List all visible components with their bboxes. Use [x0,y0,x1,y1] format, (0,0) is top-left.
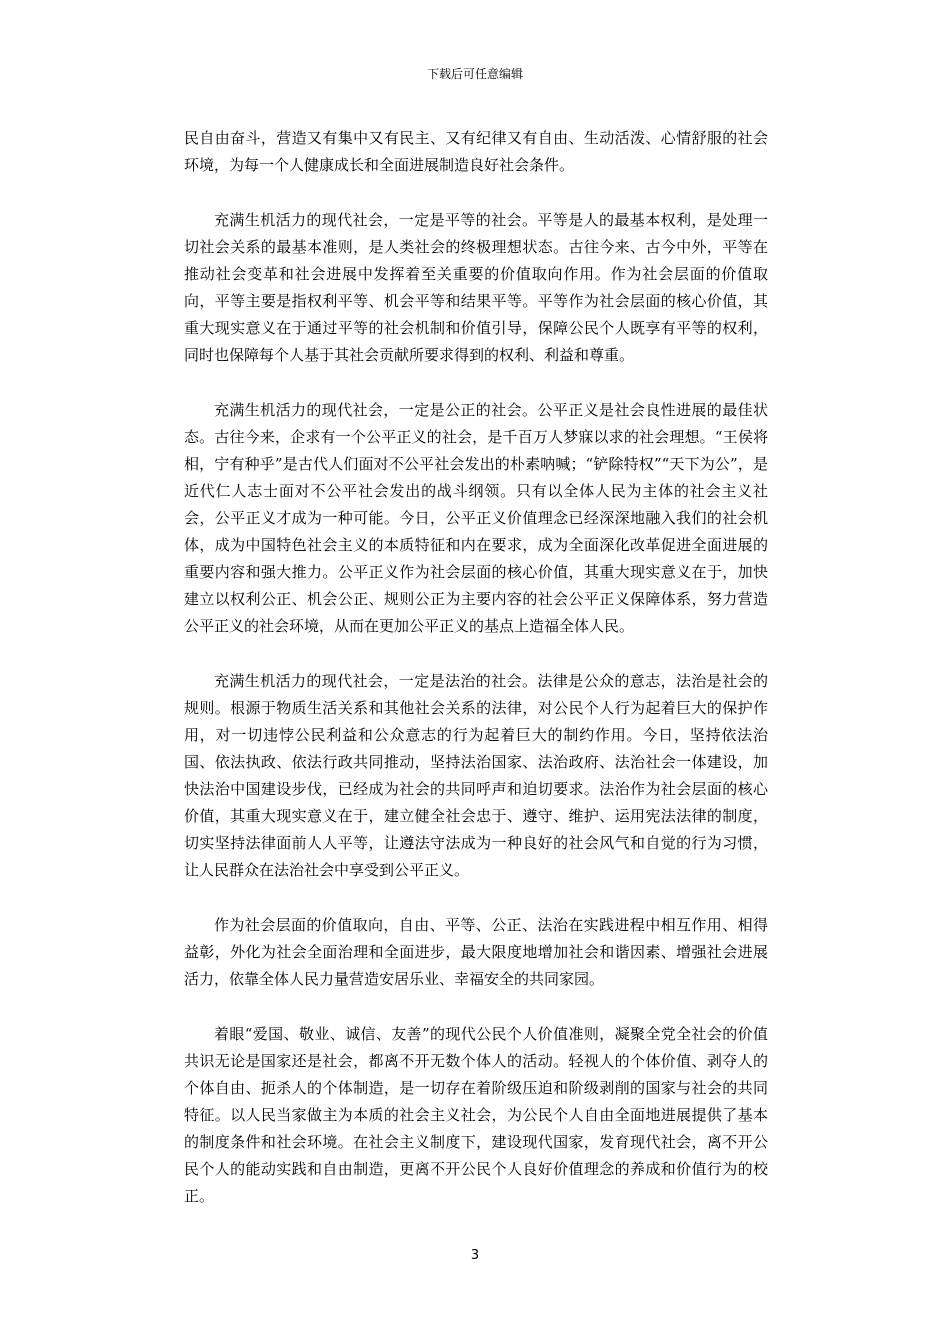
paragraph-equality: 充满生机活力的现代社会，一定是平等的社会。平等是人的最基本权利，是处理一切社会关系的最基本准则，是人类社会的终极理想状态。古往今来、古今中外，平等在推动社会变革和社会进展中发挥着至关重要的价值取向作用。作为社会层面的价值取向，平等主要是指权利平等、机会平等和结果平等。平等作为社会层面的核心价值，其重大现实意义在于通过平等的社会机制和价值引导，保障公民个人既享有平等的权利，同时也保障每个人基于其社会贡献所要求得到的权利、利益和尊重。 [184,211,768,364]
page-header: 下载后可任意编辑 [426,67,523,81]
paragraph-justice: 充满生机活力的现代社会，一定是公正的社会。公平正义是社会良性进展的最佳状态。古往今来，企求有一个公平正义的社会，是千百万人梦寐以求的社会理想。“王侯将相，宁有种乎”是古代人们面对不公平社会发出的朴素呐喊；“铲除特权”“天下为公”，是近代仁人志士面对不公平社会发出的战斗纲领。只有以全体人民为主体的社会主义社会，公平正义才成为一种可能。今日，公平正义价值理念已经深深地融入我们的社会机体，成为中国特色社会主义的本质特征和内在要求，成为全面深化改革促进全面进展的重要内容和强大推力。公平正义作为社会层面的核心价值，其重大现实意义在于，加快建立以权利公正、机会公正、规则公正为主要内容的社会公平正义保障体系，努力营造公平正义的社会环境，从而在更加公平正义的基点上造福全体人民。 [184,401,768,635]
page-number: 3 [470,1248,480,1263]
paragraph-personal-values: 着眼“爱国、敬业、诚信、友善”的现代公民个人价值准则，凝聚全党全社会的价值共识无论是国家还是社会，都离不开无数个体人的活动。轻视人的个体价值、剥夺人的个体自由、扼杀人的个体制造，是一切存在着阶级压迫和阶级剥削的国家与社会的共同特征。以人民当家做主为本质的社会主义社会，为公民个人自由全面地进展提供了基本的制度条件和社会环境。在社会主义制度下，建设现代国家，发育现代社会，离不开公民个人的能动实践和自由制造，更离不开公民个人良好价值理念的养成和价值行为的校正。 [184,1025,768,1205]
paragraph-continuation: 民自由奋斗，营造又有集中又有民主、又有纪律又有自由、生动活泼、心情舒服的社会环境，为每一个人健康成长和全面进展制造良好社会条件。 [184,129,768,174]
paragraph-social-values: 作为社会层面的价值取向，自由、平等、公正、法治在实践进程中相互作用、相得益彰，外化为社会全面治理和全面进步，最大限度地增加社会和谐因素、增强社会进展活力，依靠全体人民力量营造安居乐业、幸福安全的共同家园。 [184,916,768,988]
document-body [184,125,768,1238]
paragraph-rule-of-law: 充满生机活力的现代社会，一定是法治的社会。法律是公众的意志，法治是社会的规则。根源于物质生活关系和其他社会关系的法律，对公民个人行为起着巨大的保护作用，对一切违悖公民利益和公众意志的行为起着巨大的制约作用。今日，坚持依法治国、依法执政、依法行政共同推动，坚持法治国家、法治政府、法治社会一体建设，加快法治中国建设步伐，已经成为社会的共同呼声和迫切要求。法治作为社会层面的核心价值，其重大现实意义在于，建立健全社会忠于、遵守、维护、运用宪法法律的制度，切实坚持法律面前人人平等，让遵法守法成为一种良好的社会风气和自觉的行为习惯，让人民群众在法治社会中享受到公平正义。 [184,672,768,879]
